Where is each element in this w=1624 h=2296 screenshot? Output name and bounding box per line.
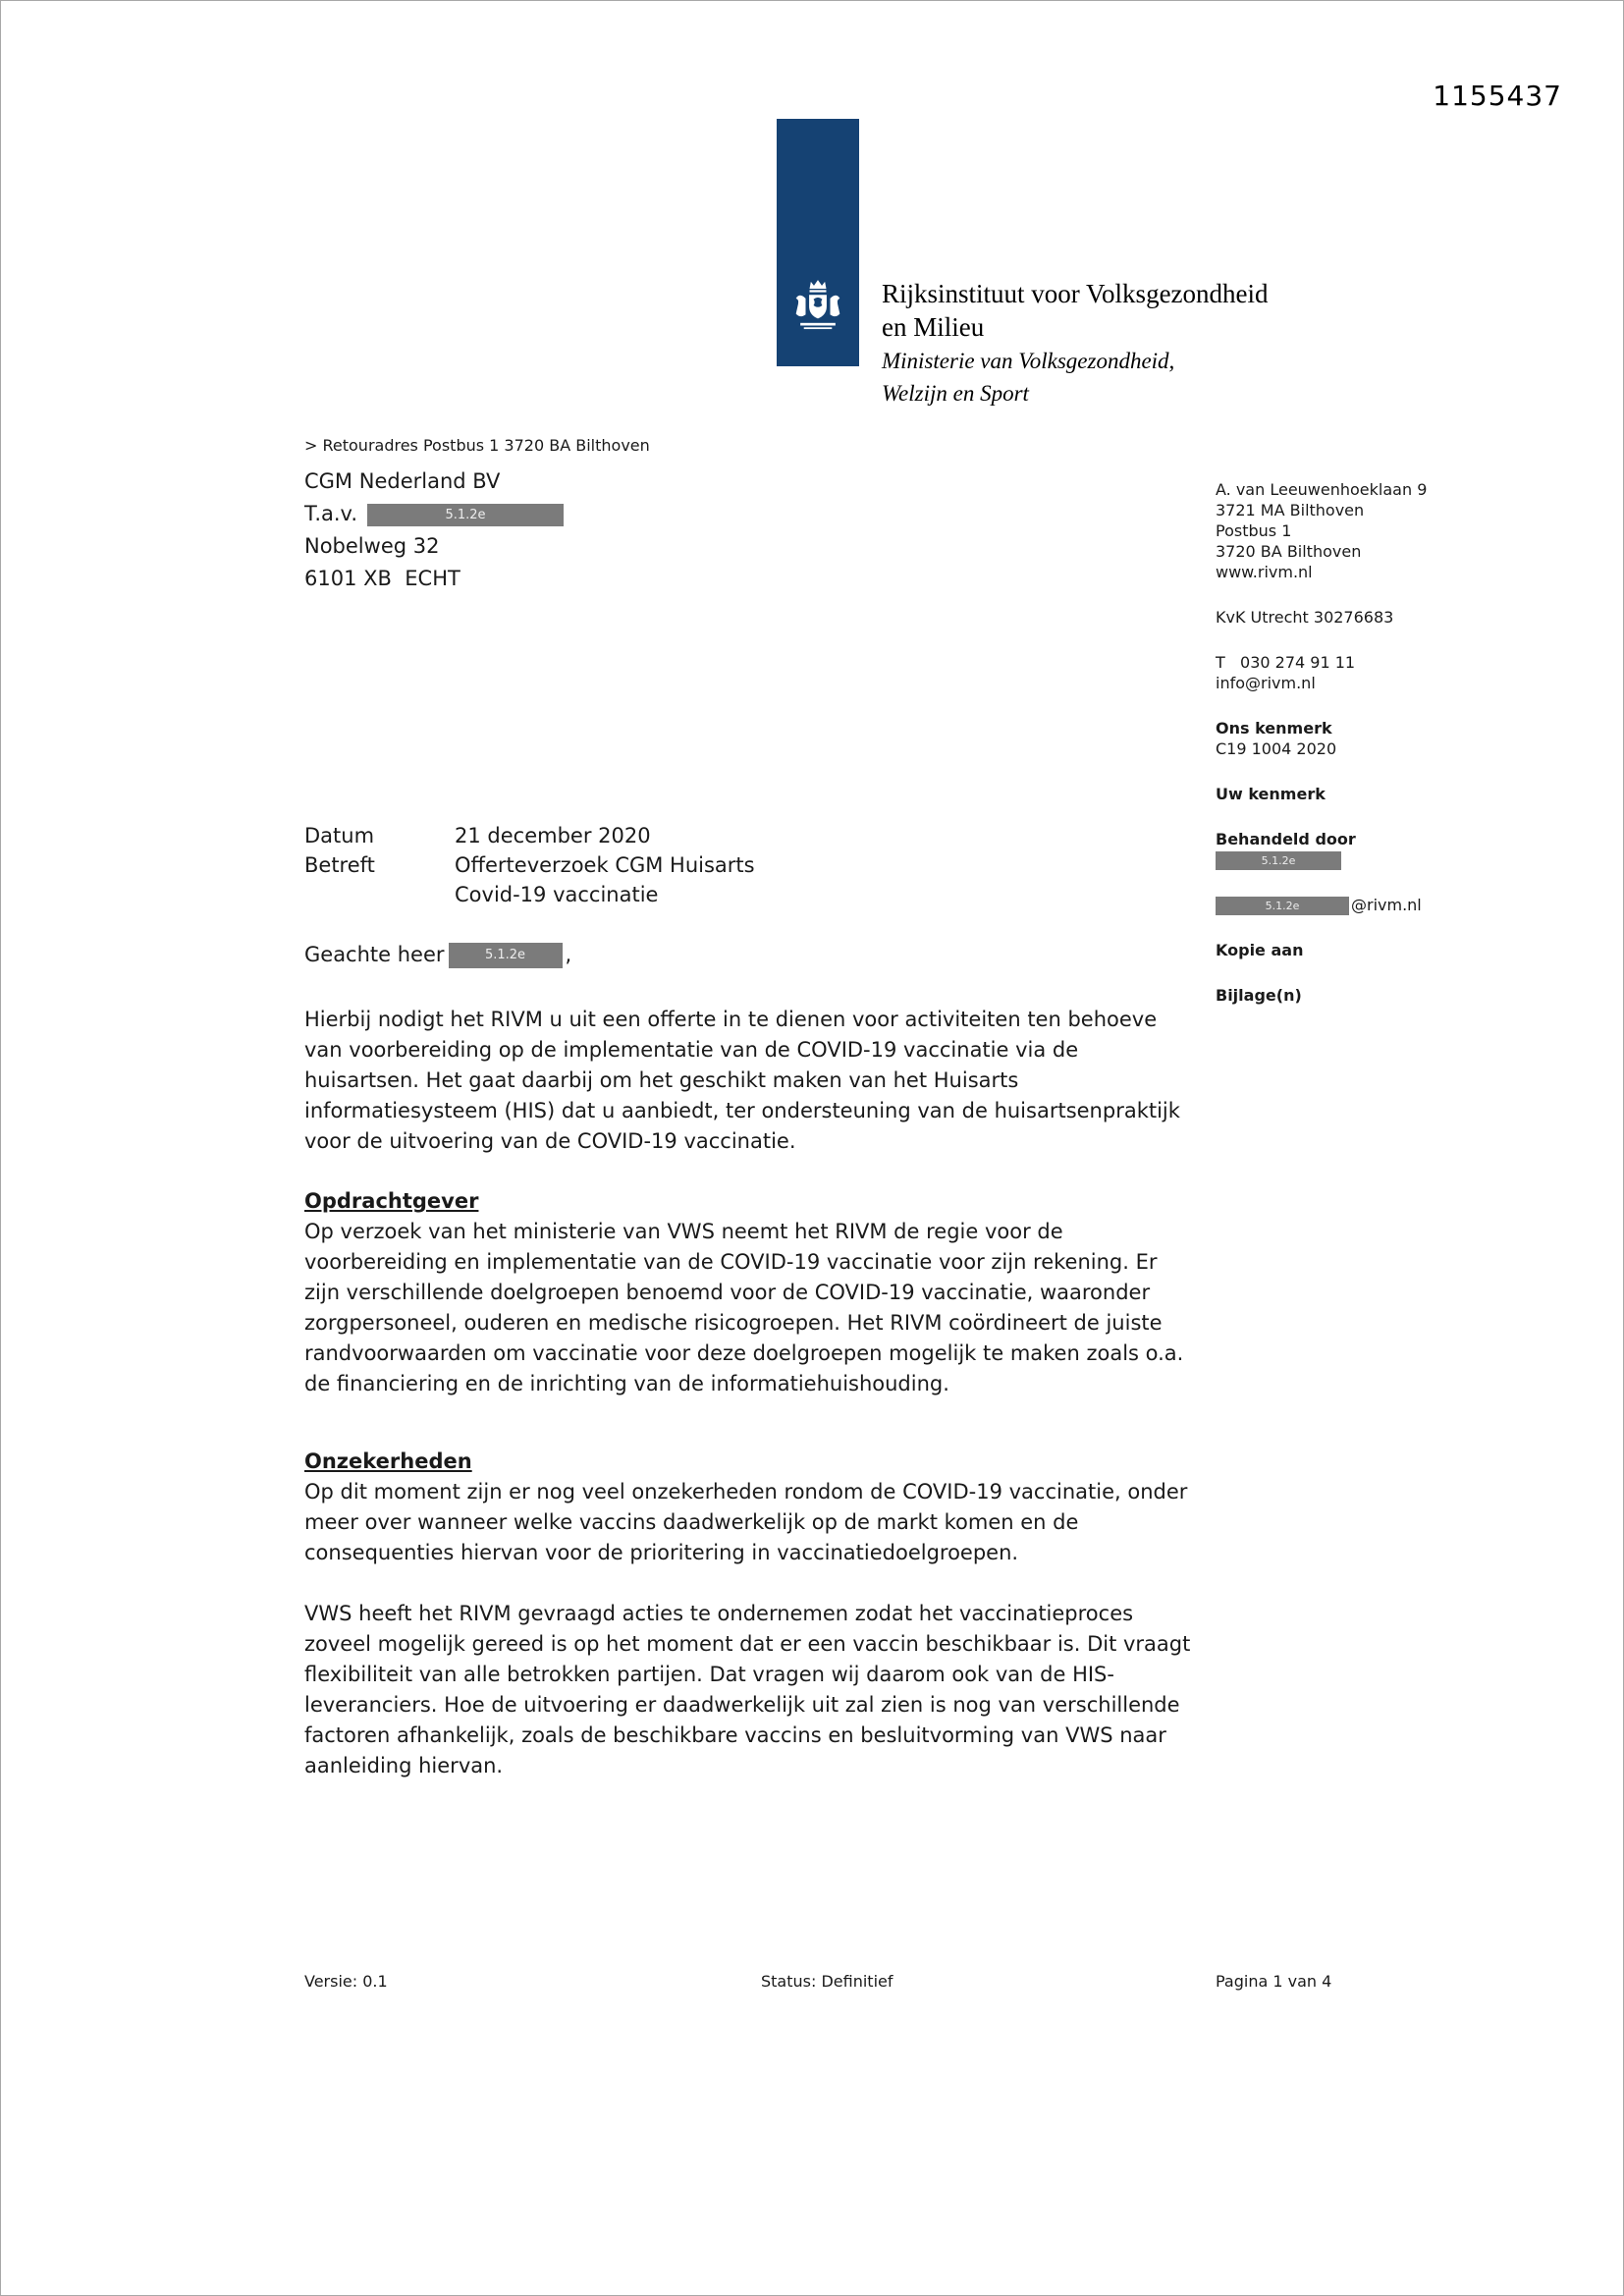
redaction-box: 5.1.2e: [1216, 851, 1341, 870]
section-heading-opdrachtgever: Opdrachtgever: [304, 1189, 479, 1213]
section-heading-onzekerheden: Onzekerheden: [304, 1449, 472, 1473]
footer-page-number: Pagina 1 van 4: [1216, 1972, 1332, 1991]
sidebar: [1216, 479, 1510, 1006]
onzekerheden-paragraph-1: Op dit moment zijn er nog veel onzekerheden rondom de COVID-19 vaccinatie, onder meer over wanneer welke vaccins daadwerkelijk op de markt komen en de consequenties hiervan voor de prioritering in vaccinatiedoelgroepen.: [304, 1480, 1188, 1564]
website: www.rivm.nl: [1216, 563, 1313, 581]
org-name-line1: Rijksinstituut voor Volksgezondheid: [882, 279, 1269, 308]
uw-kenmerk-label: Uw kenmerk: [1216, 785, 1326, 803]
office-address-line: 3721 MA Bilthoven: [1216, 501, 1365, 519]
office-address-line: Postbus 1: [1216, 521, 1292, 540]
email-address: info@rivm.nl: [1216, 674, 1316, 692]
logo-text: [882, 277, 1269, 409]
betreft-value-line2: Covid-19 vaccinatie: [455, 883, 659, 906]
ons-kenmerk-value: C19 1004 2020: [1216, 739, 1337, 758]
office-address-line: A. van Leeuwenhoeklaan 9: [1216, 480, 1428, 499]
datum-value: 21 december 2020: [455, 824, 651, 847]
letter-body: [304, 1005, 1196, 1781]
opdrachtgever-paragraph: Op verzoek van het ministerie van VWS neemt het RIVM de regie voor de voorbereiding en implementatie van de COVID-19 vaccinatie voor zijn rekening. Er zijn verschillende doelgroepen benoemd voor de COVID-19 vaccinatie, waaronder zorgpersoneel, ouderen en medische risicogroepen. Het RIVM coördineert de juiste randvoorwaarden om vaccinatie voor deze doelgroepen mogelijk te maken zoals o.a. de financiering en de inrichting van de informatiehuishouding.: [304, 1220, 1184, 1395]
document-number: 1155437: [1433, 80, 1562, 112]
behandeld-door-value: [1216, 849, 1510, 870]
attn-prefix: T.a.v.: [304, 502, 358, 525]
ministry-line2: Welzijn en Sport: [882, 381, 1029, 406]
footer-status: Status: Definitief: [761, 1972, 893, 1991]
betreft-value-line1: Offerteverzoek CGM Huisarts: [455, 853, 755, 877]
redaction-box: 5.1.2e: [449, 943, 563, 968]
betreft-row2: [304, 880, 755, 909]
salutation-prefix: Geachte heer: [304, 943, 445, 966]
addressee-city: 6101 XB ECHT: [304, 567, 460, 590]
meta-block: [304, 821, 755, 909]
redaction-box: 5.1.2e: [367, 504, 564, 526]
contact-email-line: [1216, 895, 1510, 915]
behandeld-door-label: Behandeld door: [1216, 830, 1356, 848]
intro-paragraph: Hierbij nodigt het RIVM u uit een offerte in te dienen voor activiteiten ten behoeve van voorbereiding op de implementatie van de COVID-19 vaccinatie via de huisartsen. Het gaat daarbij om het geschikt maken van het Huisarts informatiesysteem (HIS) dat u aanbiedt, ter ondersteuning van de huisartsenpraktijk voor de uitvoering van de COVID-19 vaccinatie.: [304, 1008, 1180, 1153]
office-address-line: 3720 BA Bilthoven: [1216, 542, 1362, 561]
coat-of-arms-icon: [793, 276, 842, 351]
datum-row: [304, 821, 755, 850]
rivm-logo-band: [777, 119, 859, 366]
onzekerheden-paragraph-2: VWS heeft het RIVM gevraagd acties te ondernemen zodat het vaccinatieproces zoveel mogelijk gereed is op het moment dat er een vaccin beschikbaar is. Dit vraagt flexibiliteit van alle betrokken partijen. Dat vragen wij daarom ook van de HIS-leveranciers. Hoe de uitvoering er daadwerkelijk uit zal zien is nog van verschillende factoren afhankelijk, zoals de beschikbare vaccins en besluitvorming van VWS naar aanleiding hiervan.: [304, 1602, 1191, 1777]
bijlage-label: Bijlage(n): [1216, 986, 1302, 1005]
betreft-label: Betreft: [304, 853, 375, 877]
betreft-row: [304, 850, 755, 880]
footer-version: Versie: 0.1: [304, 1972, 388, 1991]
kvk-number: KvK Utrecht 30276683: [1216, 608, 1394, 627]
phone-number: T 030 274 91 11: [1216, 653, 1356, 672]
addressee-block: [304, 465, 564, 595]
salutation: [304, 943, 571, 968]
redaction-box: 5.1.2e: [1216, 897, 1349, 915]
datum-label: Datum: [304, 824, 375, 847]
return-address: > Retouradres Postbus 1 3720 BA Bilthoven: [304, 436, 650, 455]
ons-kenmerk-label: Ons kenmerk: [1216, 719, 1332, 738]
addressee-company: CGM Nederland BV: [304, 469, 501, 493]
org-name-line2: en Milieu: [882, 312, 985, 342]
addressee-street: Nobelweg 32: [304, 534, 440, 558]
ministry-line1: Ministerie van Volksgezondheid,: [882, 349, 1175, 373]
kopie-aan-label: Kopie aan: [1216, 941, 1304, 959]
contact-email-suffix: @rivm.nl: [1351, 896, 1422, 914]
addressee-attn-line: [304, 498, 564, 530]
salutation-suffix: ,: [565, 943, 572, 966]
